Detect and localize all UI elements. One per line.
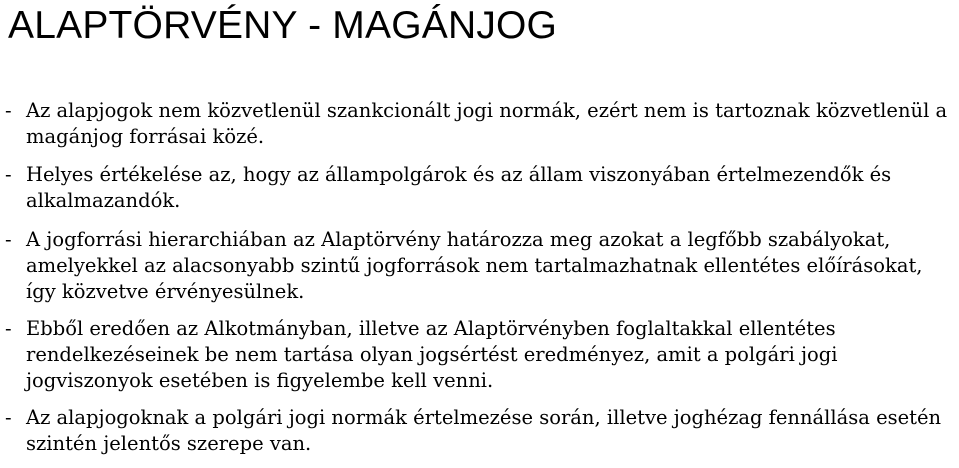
bullet-text: Az alapjogoknak a polgári jogi normák értelmezése során, illetve joghézag fennállása esetén szintén jelentős szerepe van. (26, 406, 942, 455)
bullet-item (0, 316, 958, 394)
page-title: ALAPTÖRVÉNY - MAGÁNJOG (8, 4, 558, 47)
bullet-text: Az alapjogok nem közvetlenül szankcionált jogi normák, ezért nem is tartoznak közvetlenül a magánjog forrásai közé. (26, 99, 948, 148)
bullet-text: A jogforrási hierarchiában az Alaptörvény határozza meg azokat a legfőbb szabályokat, amelyekkel az alacsonyabb szintű jogforrások nem tartalmazhatnak ellentétes előírásokat, így közvetve érvényesülnek. (26, 228, 923, 303)
bullet-item (0, 405, 958, 457)
bullet-marker: - (5, 99, 12, 122)
bullet-marker: - (5, 406, 12, 429)
bullet-item (0, 227, 958, 305)
bullet-marker: - (5, 163, 12, 186)
bullet-text: Ebből eredően az Alkotmányban, illetve az Alaptörvényben foglaltakkal ellentétes rendelkezéseinek be nem tartása olyan jogsértést eredményez, amit a polgári jogi jogviszonyok esetében is figyelembe kell venni. (26, 317, 838, 392)
bullet-marker: - (5, 228, 12, 251)
bullet-marker: - (5, 317, 12, 340)
bullet-list (0, 98, 959, 457)
bullet-item (0, 98, 958, 150)
bullet-item (0, 162, 958, 214)
bullet-text: Helyes értékelése az, hogy az állampolgárok és az állam viszonyában értelmezendők és alkalmazandók. (26, 163, 892, 212)
